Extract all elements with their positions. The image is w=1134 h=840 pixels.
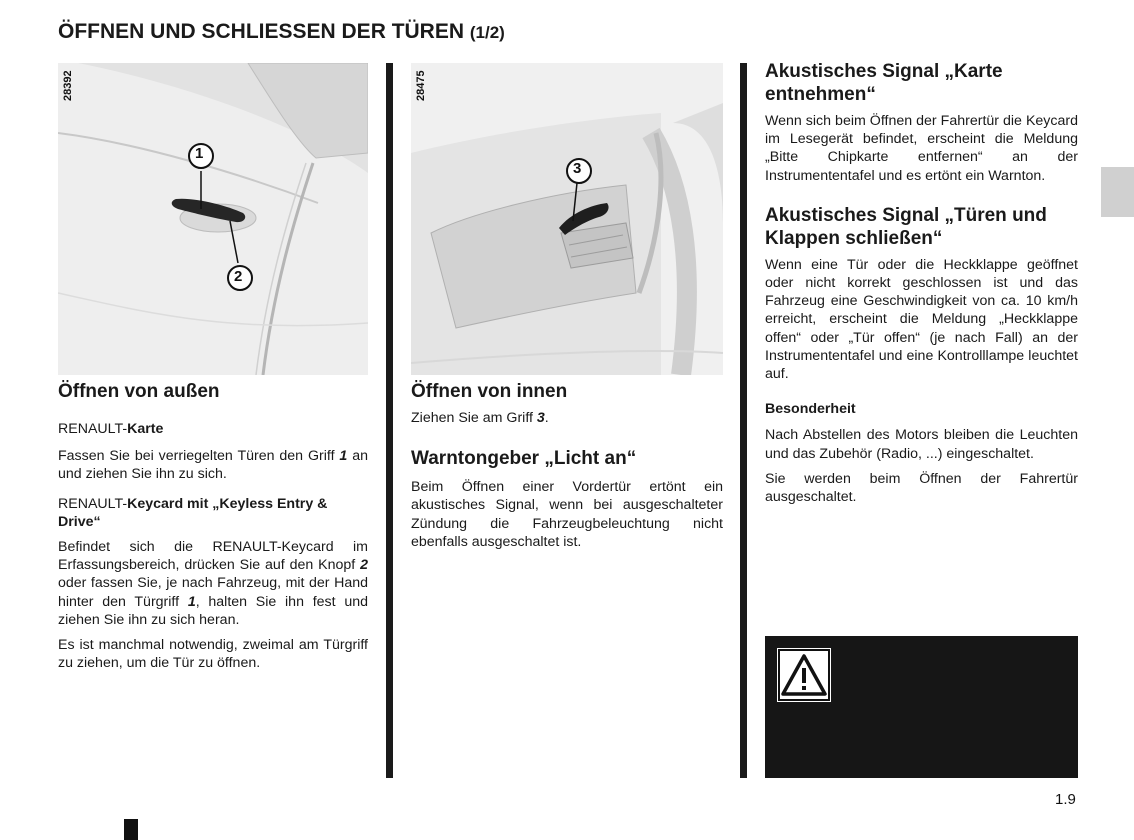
figure-reference-number: 28392 [62,70,74,101]
card-label [58,420,368,438]
page-number: 1.9 [1055,791,1076,808]
callout-1: 1 [195,145,204,162]
page-title [58,20,505,44]
card-brand: RENAULT- [58,421,128,437]
subheading-special-feature: Besonderheit [765,401,856,418]
figure-reference-number: 28475 [415,70,427,101]
paragraph-close-doors-signal: Wenn eine Tür oder die Heckklappe geöffnet oder nicht korrekt geschlossen ist und das Fahrzeug eine Geschwindigkeit von ca. 10 km/h erreicht, erscheint die Meldung „Heckklappe offen“ oder „Tür offen“ (je nach Fall) an der Instrumententafel und eine Kontrolllampe leuchtet auf. [765,256,1078,383]
ref-number: 1 [339,448,348,465]
paragraph-pull-handle [411,409,723,427]
exterior-door-illustration [58,63,368,375]
text-segment: . [544,410,549,426]
page-title-text: ÖFFNEN UND SCHLIESSEN DER TÜREN [58,20,465,43]
heading-close-doors-signal: Akustisches Signal „Türen und Klappen schließen“ [765,204,1047,249]
paragraph-lights-on-warning: Beim Öffnen einer Vordertür ertönt ein akustisches Signal, wenn bei ausgeschalteter Zündung die Fahrzeugbeleuchtung nicht ebenfalls ausgeschaltet ist. [411,479,723,550]
paragraph-card-open [58,447,368,483]
warning-icon [777,648,831,702]
paragraph-keycard-open [58,538,368,629]
heading-remove-card-signal: Akustisches Signal „Karte entnehmen“ [765,61,1003,105]
keycard-label [58,495,368,531]
column-2 [411,380,723,551]
figure-interior-handle [411,63,723,375]
heading-open-inside: Öffnen von innen [411,381,568,402]
keycard-name: Keycard mit „Keyless Entry & Drive“ [58,495,328,530]
heading-open-outside: Öffnen von außen [58,381,220,402]
card-name: Karte [127,421,164,437]
column-1 [58,380,368,672]
figure-exterior-handle [58,63,368,375]
paragraph-pull-twice: Es ist manchmal notwendig, zweimal am Türgriff zu ziehen, um die Tür zu öffnen. [58,637,368,672]
text-segment: , halten Sie ihn fest und ziehen Sie ihn zu sich heran. [58,593,368,628]
text-segment: Ziehen Sie am Griff [411,410,537,426]
text-segment: Befindet sich die RENAULT-Keycard im Erfassungsbereich, drücken Sie auf den Knopf [58,539,368,574]
callout-3: 3 [573,160,582,177]
text-segment: Fassen Sie bei verriegelten Türen den Griff [58,448,340,465]
paragraph-remove-card-signal: Wenn sich beim Öffnen der Fahrertür die Keycard im Lesegerät befindet, erscheint die Meldung „Bitte Chipkarte entfernen“ an der Instrumententafel und es ertönt ein Warnton. [765,113,1078,184]
ref-number: 2 [360,557,368,574]
callout-2: 2 [234,268,243,285]
paragraph-driver-door: Sie werden beim Öffnen der Fahrertür ausgeschaltet. [765,470,1078,506]
column-divider-right [740,63,747,778]
column-divider-left [386,63,393,778]
page-part-indicator: (1/2) [469,23,505,42]
paragraph-engine-off: Nach Abstellen des Motors bleiben die Leuchten und das Zubehör (Radio, ...) eingeschaltet. [765,427,1078,462]
keycard-brand: RENAULT- [58,495,128,512]
warning-box [765,636,1078,778]
section-tab-marker [1101,167,1134,217]
column-3 [765,60,1078,506]
ref-number: 1 [187,593,196,610]
text-segment: oder fassen Sie, je nach Fahrzeug, mit der Hand hinter den Türgriff [58,575,368,610]
heading-lights-on-warning: Warntongeber „Licht an“ [411,448,637,470]
ref-number: 3 [536,410,545,426]
crop-mark [124,819,138,840]
interior-door-illustration [411,63,723,375]
text-segment: an und ziehen Sie ihn zu sich. [58,448,368,483]
